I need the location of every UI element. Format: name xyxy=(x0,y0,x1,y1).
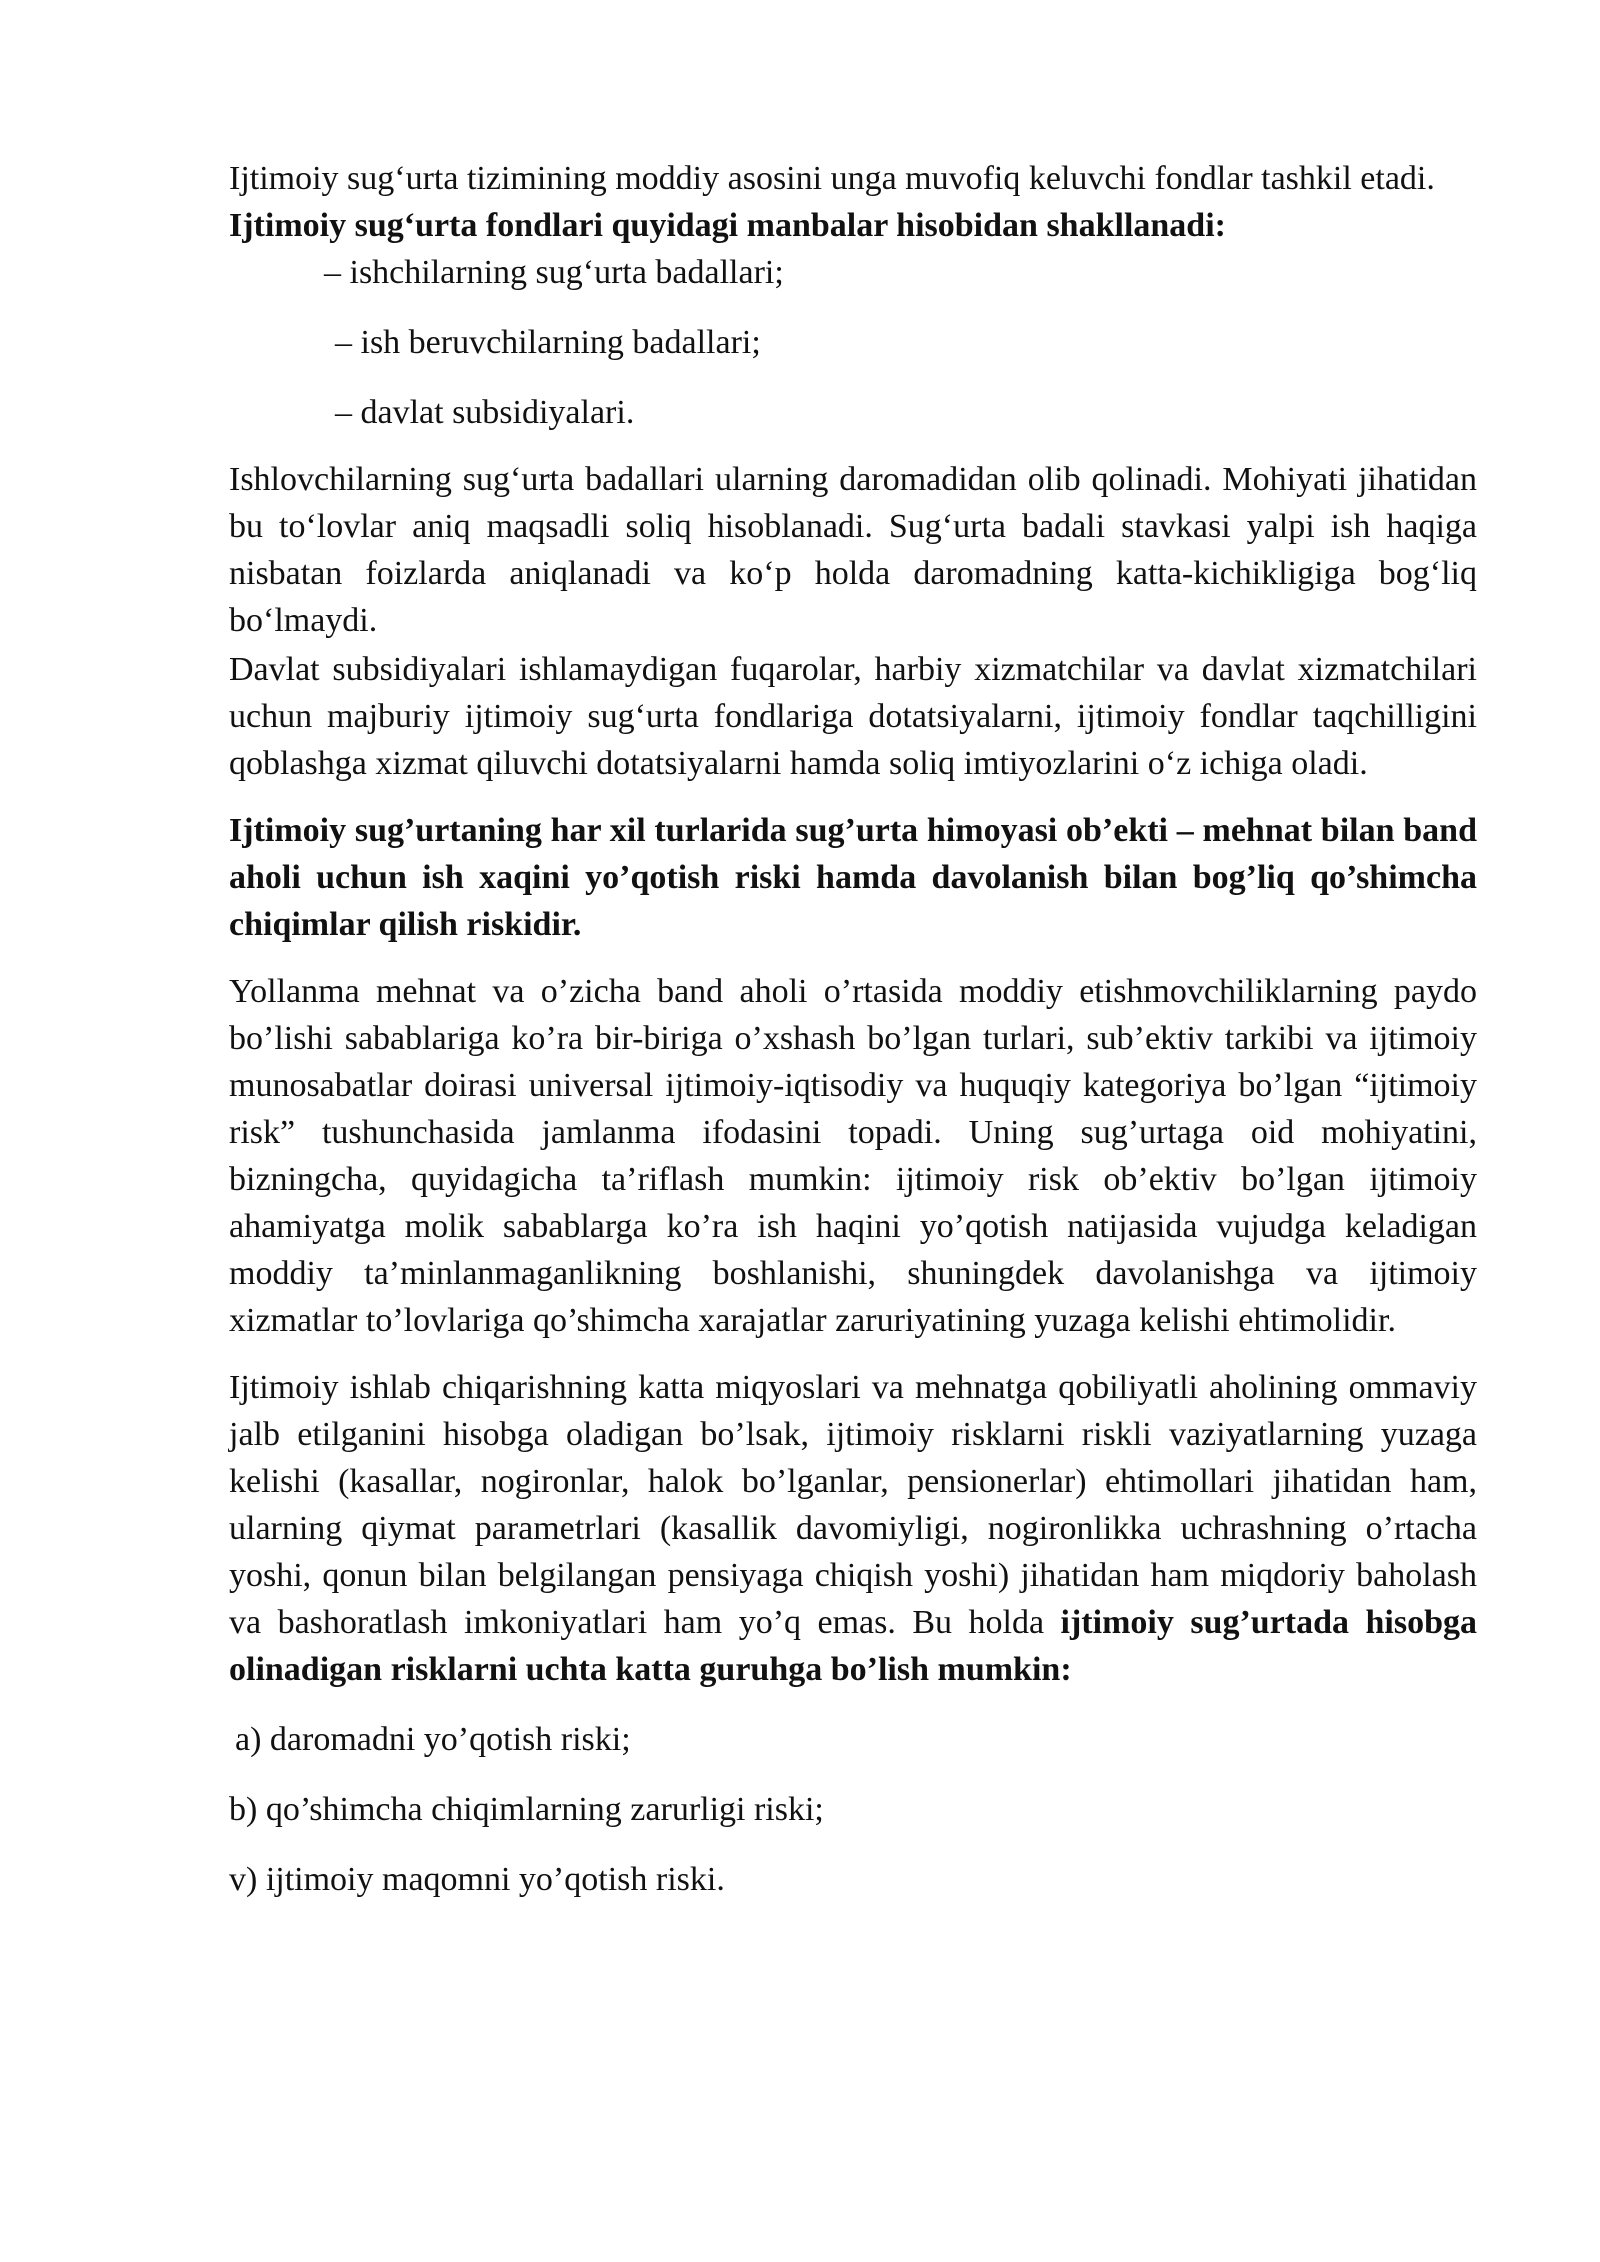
list-item-extra-expenses-risk: b) qo’shimcha chiqimlarning zarurligi riski; xyxy=(229,1791,824,1828)
paragraph-subsidies: Davlat subsidiyalari ishlamaydigan fuqarolar, harbiy xizmatchilar va davlat xizmatchilari uchun majburiy ijtimoiy sug‘urta fondlariga dotatsiyalarni, ijtimoiy fondlar taqchilligini qoblashga xizmat qiluvchi dotatsiyalarni hamda soliq imtiyozlarini o‘z ichiga oladi. xyxy=(229,651,1477,782)
paragraph-risk-groups xyxy=(229,1364,1477,1693)
list-item-employers-contributions: – ish beruvchilarning badallari; xyxy=(335,324,761,361)
list-item-state-subsidies: – davlat subsidiyalari. xyxy=(335,394,635,431)
document-body xyxy=(229,155,1477,1903)
paragraph-social-risk: Yollanma mehnat va o’zicha band aholi o’rtasida moddiy etishmovchiliklarning paydo bo’lishi sabablariga ko’ra bir-biriga o’xshash bo’lgan turlari, sub’ektiv tarkibi va ijtimoiy munosabatlar doirasi universal ijtimoiy-iqtisodiy va huquqiy kategoriya bo’lgan “ijtimoiy risk” tushunchasida jamlanma ifodasini topadi. Uning sug’urtaga oid mohiyatini, bizningcha, quyidagicha ta’riflash mumkin: ijtimoiy risk ob’ektiv bo’lgan ijtimoiy ahamiyatga molik sabablarga ko’ra ish haqini yo’qotish natijasida vujudga keladigan moddiy ta’minlanmaganlikning boshlanishi, shuningdek davolanishga va ijtimoiy xizmatlar to’lovlariga qo’shimcha xarajatlar zaruriyatining yuzaga kelishi ehtimolidir. xyxy=(229,973,1477,1339)
intro-paragraph: Ijtimoiy sug‘urta tizimining moddiy asosini unga muvofiq keluvchi fondlar tashkil etadi. xyxy=(229,160,1435,197)
paragraph-insurance-object: Ijtimoiy sug’urtaning har xil turlarida sug’urta himoyasi ob’ekti – mehnat bilan band aholi uchun ish xaqini yo’qotish riski hamda davolanish bilan bog’liq qo’shimcha chiqimlar qilish riskidir. xyxy=(229,812,1477,943)
paragraph-risk-groups-bold: ijtimoiy sug’urtada hisobga olinadigan risklarni uchta katta guruhga bo’lish mumkin: xyxy=(229,1604,1477,1688)
list-item-income-loss-risk: a) daromadni yo’qotish riski; xyxy=(235,1721,631,1758)
list-item-workers-contributions: – ishchilarning sug‘urta badallari; xyxy=(324,254,784,291)
paragraph-risk-groups-text: Ijtimoiy ishlab chiqarishning katta miqyoslari va mehnatga qobiliyatli aholining ommaviy jalb etilganini hisobga oladigan bo’lsak, ijtimoiy risklarni riskli vaziyatlarning yuzaga kelishi (kasallar, nogironlar, halok bo’lganlar, pensionerlar) ehtimollari jihatidan ham, ularning qiymat parametrlari (kasallik davomiyligi, nogironlikka uchrashning o’rtacha yoshi, qonun bilan belgilangan pensiyaga chiqish yoshi) jihatidan ham miqdoriy baholash va bashoratlash imkoniyatlari ham yo’q emas. Bu holda xyxy=(229,1369,1477,1641)
sources-heading: Ijtimoiy sug‘urta fondlari quyidagi manbalar hisobidan shakllanadi: xyxy=(229,207,1226,244)
list-item-status-loss-risk: v) ijtimoiy maqomni yo’qotish riski. xyxy=(229,1861,725,1898)
paragraph-contributions: Ishlovchilarning sug‘urta badallari ularning daromadidan olib qolinadi. Mohiyati jihatidan bu to‘lovlar aniq maqsadli soliq hisoblanadi. Sug‘urta badali stavkasi yalpi ish haqiga nisbatan foizlarda aniqlanadi va ko‘p holda daromadning katta-kichikligiga bog‘liq bo‘lmaydi. xyxy=(229,461,1477,639)
